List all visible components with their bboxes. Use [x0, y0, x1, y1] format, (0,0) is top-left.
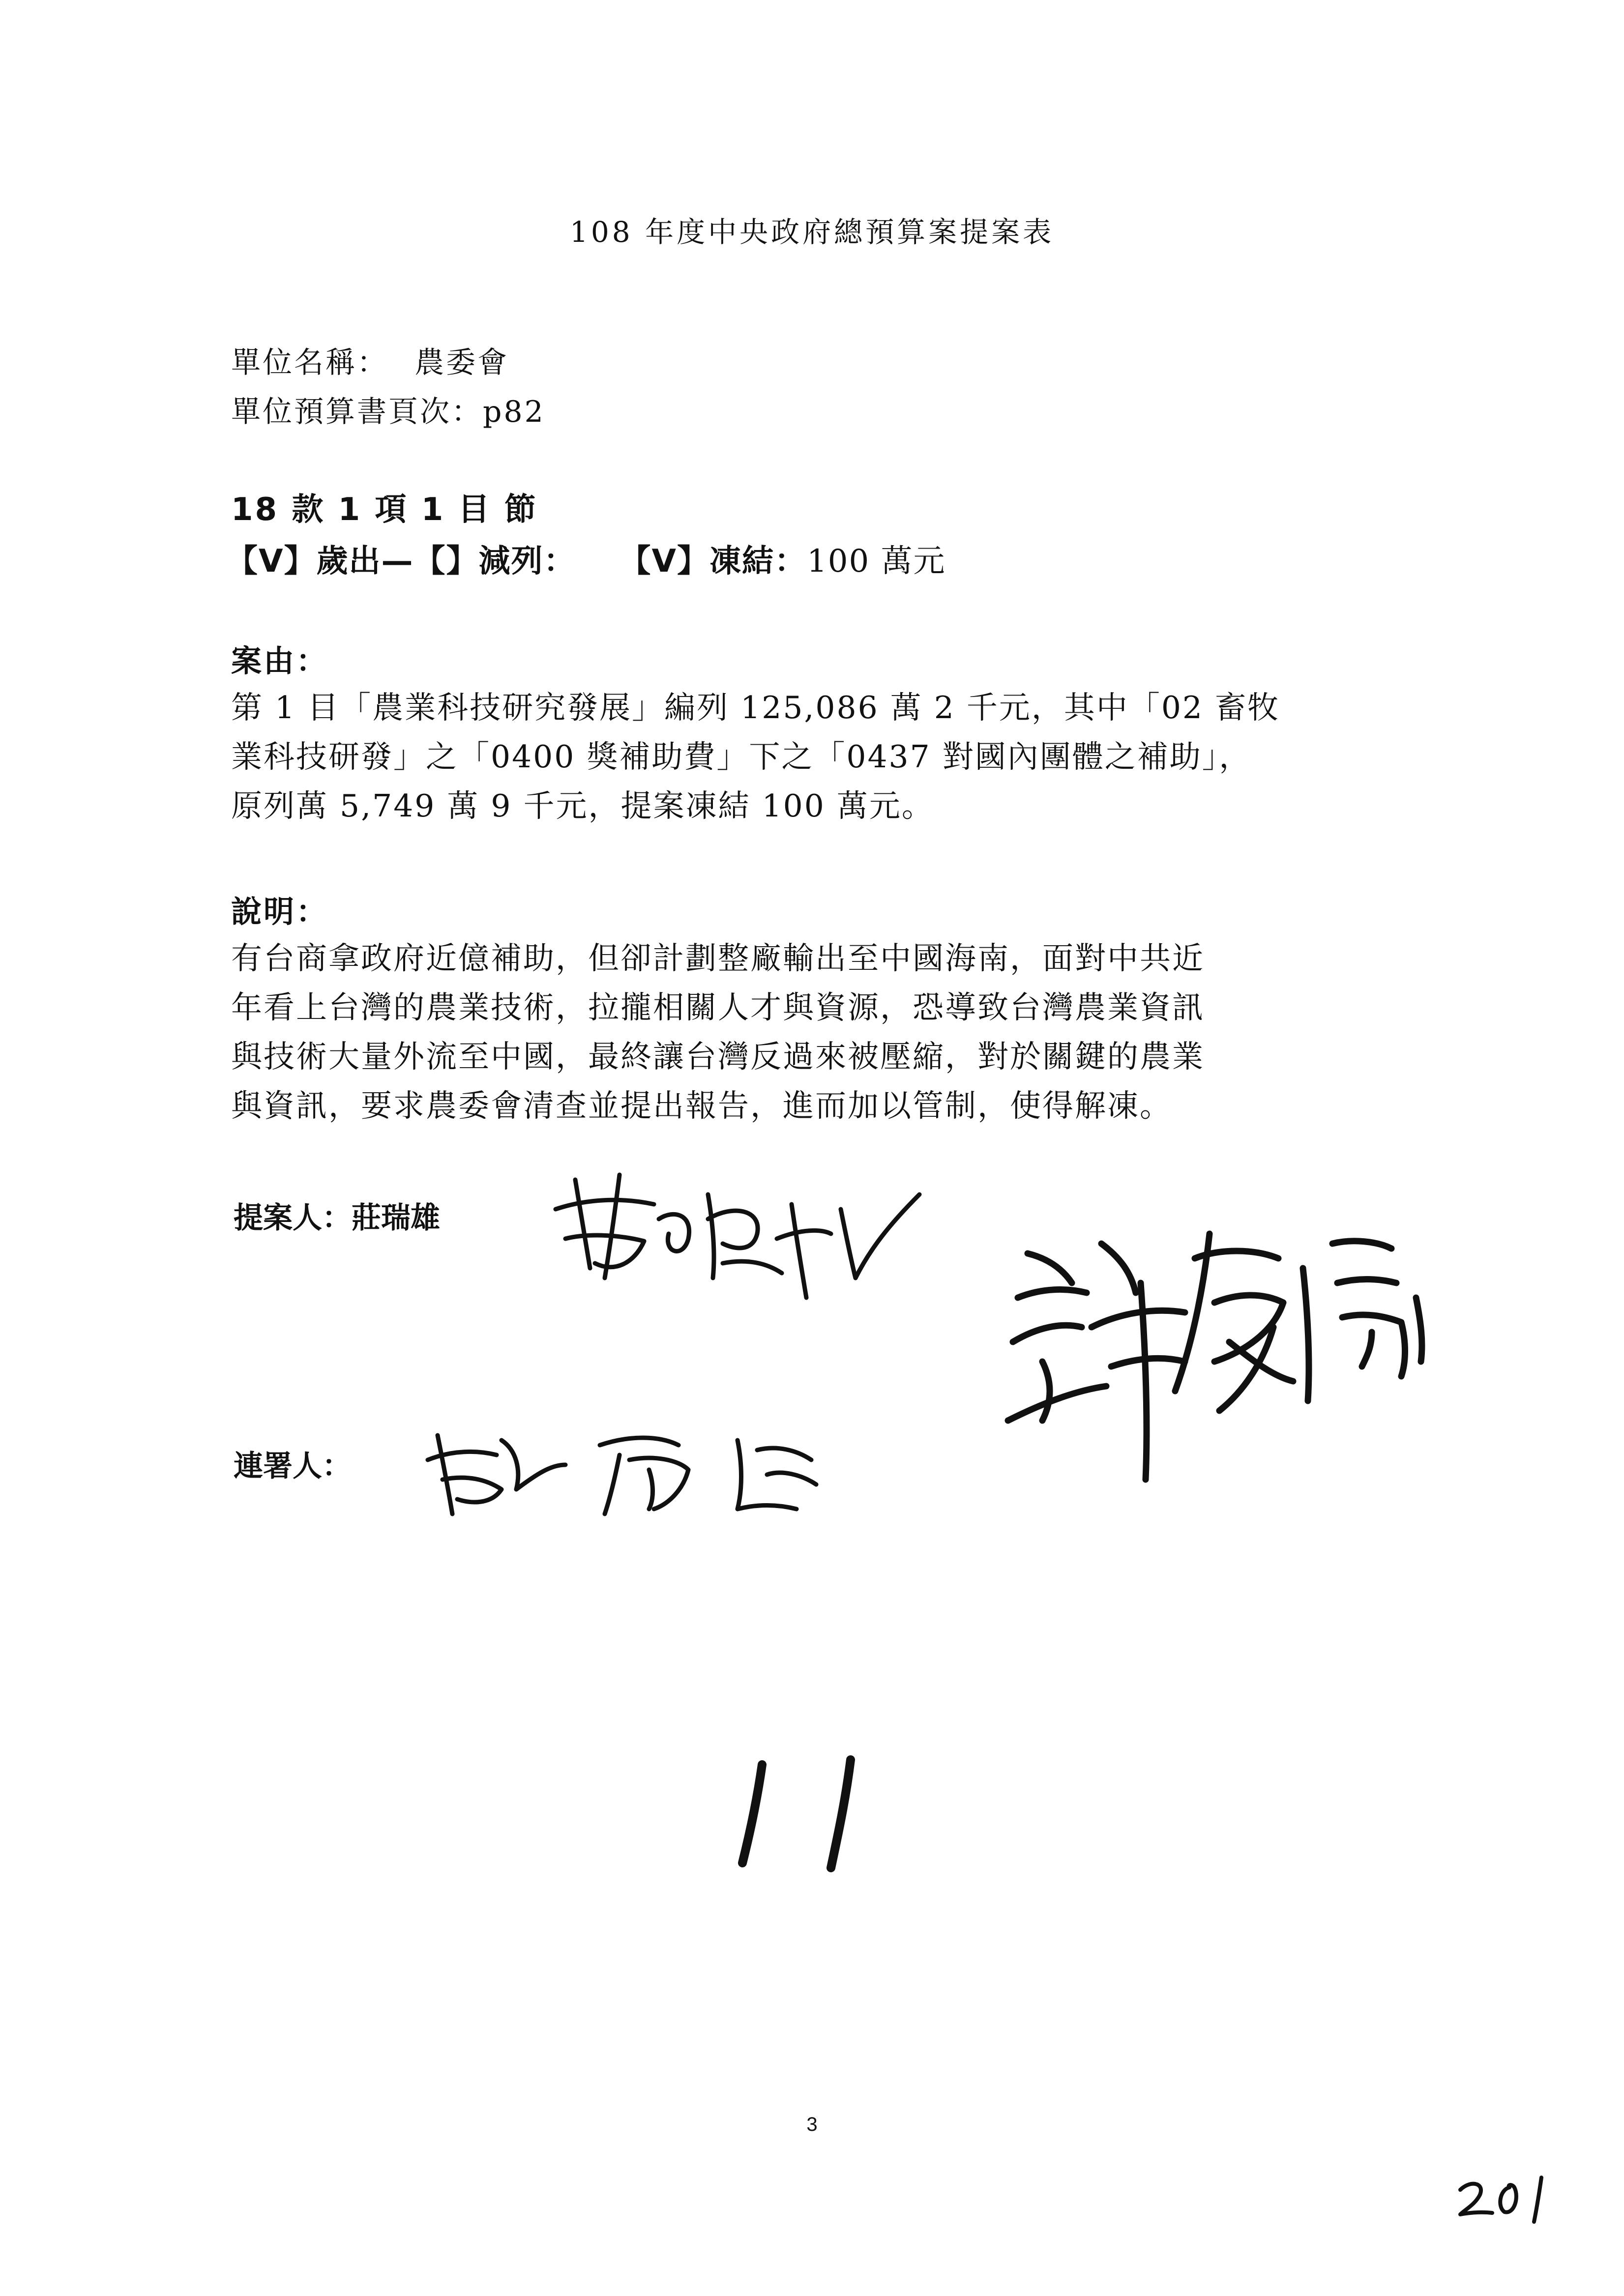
explanation-line: 與資訊，要求農委會清查並提出報告，進而加以管制，使得解凍。 — [231, 1088, 1172, 1124]
unit-name-line — [231, 339, 509, 381]
explanation-line: 與技術大量外流至中國，最終讓台灣反過來被壓縮，對於關鍵的農業 — [231, 1039, 1205, 1075]
explanation-paragraph — [231, 934, 1205, 1131]
reason-paragraph — [231, 683, 1280, 831]
proposer-line — [234, 1194, 440, 1237]
proposer-signature — [546, 1150, 929, 1308]
stamp-number — [1455, 2173, 1554, 2227]
unit-name-value: 農委會 — [414, 346, 509, 380]
freeze-flag: 【V】凍結： — [635, 543, 807, 580]
reduction-flag: 【】減列： — [413, 543, 576, 580]
proposer-name: 莊瑞雄 — [352, 1201, 440, 1235]
budget-page-label: 單位預算書頁次： — [231, 395, 483, 429]
cosigner-signature-large — [998, 1214, 1431, 1539]
reason-heading: 案由： — [231, 643, 329, 679]
budget-page-value: p82 — [483, 395, 545, 429]
explanation-heading: 說明： — [231, 894, 329, 930]
handwritten-mark — [728, 1750, 885, 1878]
budget-item-line: 18 款 1 項 1 目 節 — [231, 492, 538, 528]
page-number: 3 — [806, 2114, 818, 2135]
document-title: 108 年度中央政府總預算案提案表 — [569, 215, 1055, 249]
cosigner-label: 連署人： — [234, 1449, 352, 1483]
proposer-label: 提案人： — [234, 1201, 352, 1235]
freeze-amount: 100 萬元 — [807, 543, 946, 580]
reason-line: 原列萬 5,749 萬 9 千元，提案凍結 100 萬元。 — [231, 788, 934, 824]
budget-flags-line — [226, 536, 946, 581]
cosigner-signature-small — [423, 1406, 826, 1534]
unit-name-label: 單位名稱： — [231, 346, 388, 380]
expenditure-flag: 【V】歲出— — [226, 543, 414, 580]
explanation-line: 有台商拿政府近億補助，但卻計劃整廠輸出至中國海南，面對中共近 — [231, 940, 1205, 976]
budget-page-line — [231, 388, 545, 431]
reason-line: 業科技研發」之「0400 獎補助費」下之「0437 對國內團體之補助」， — [231, 739, 1252, 775]
reason-line: 第 1 目「農業科技研究發展」編列 125,086 萬 2 千元，其中「02 畜牧 — [231, 690, 1280, 726]
explanation-line: 年看上台灣的農業技術，拉攏相關人才與資源，恐導致台灣農業資訊 — [231, 989, 1205, 1025]
